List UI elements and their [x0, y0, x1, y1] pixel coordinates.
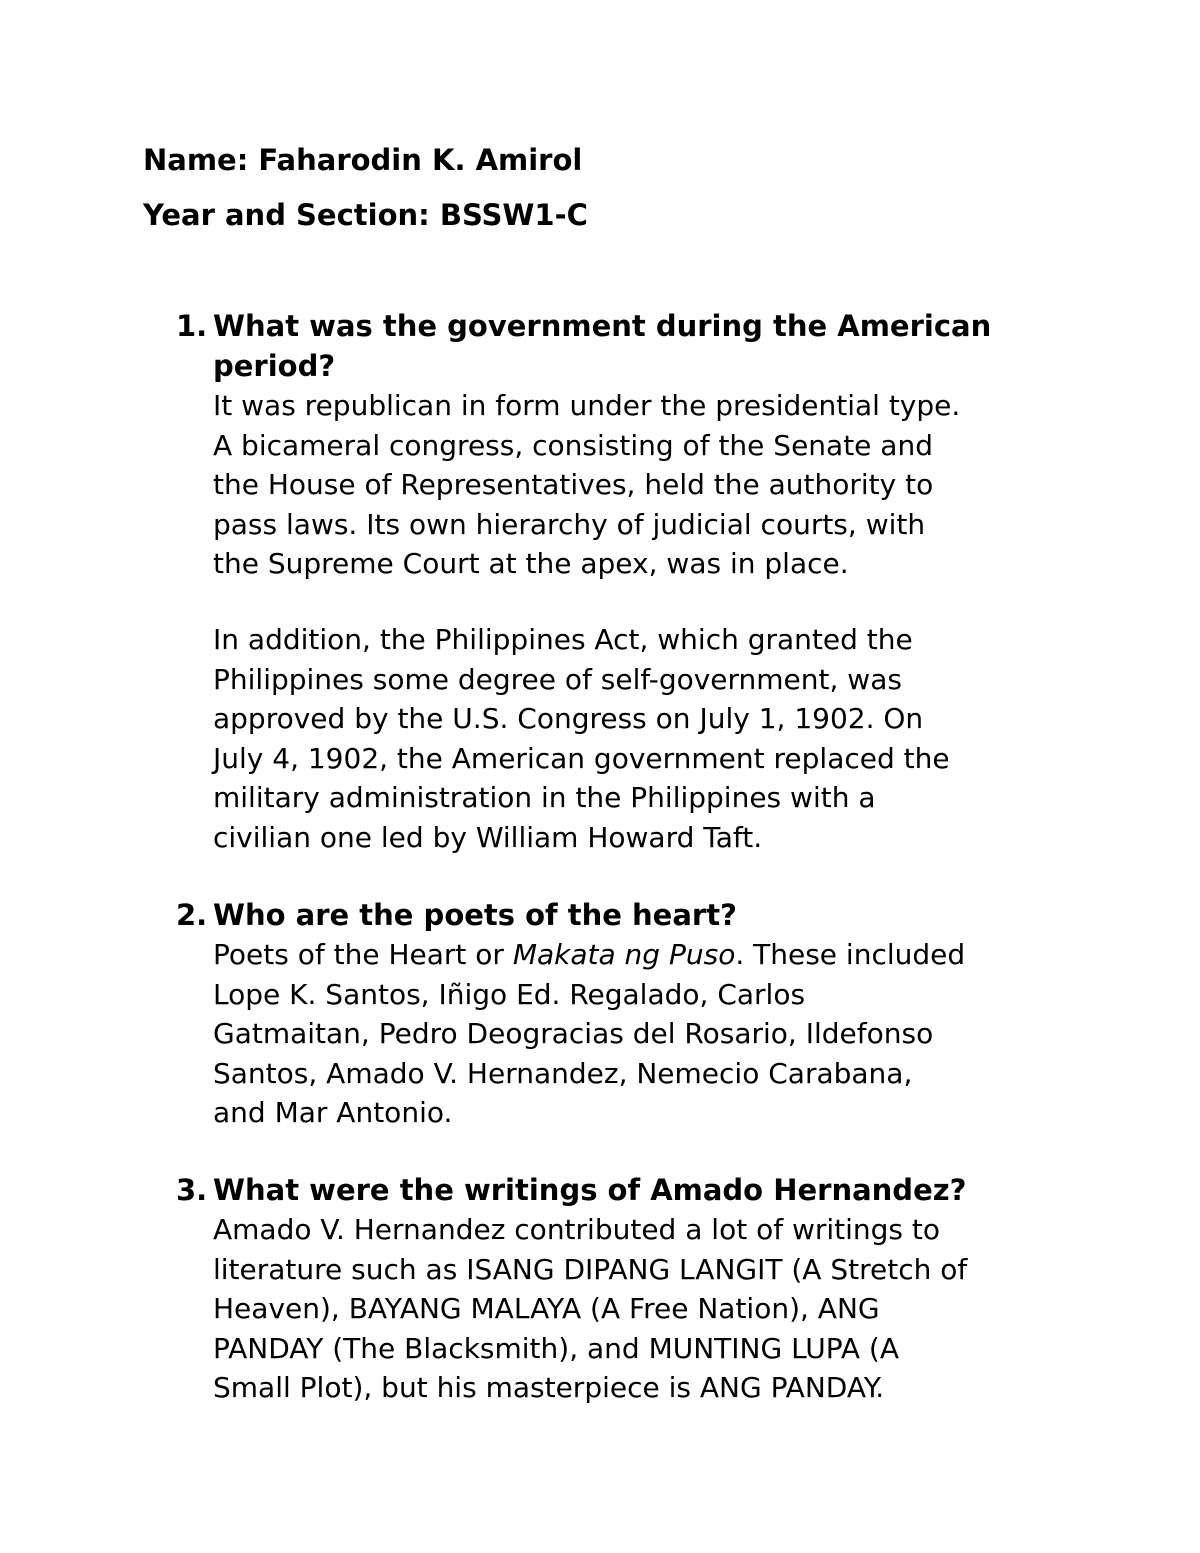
question-line: What were the writings of Amado Hernandez? [213, 1173, 967, 1207]
answer-text: Poets of the Heart or [213, 938, 513, 971]
answer-line: Small Plot), but his masterpiece is ANG PANDAY. [213, 1371, 885, 1405]
question-body [213, 306, 1073, 858]
question-number: 1. [176, 309, 208, 343]
question-body [213, 1170, 1073, 1408]
answer-line: A bicameral congress, consisting of the Senate and [213, 428, 933, 462]
answer-line: In addition, the Philippines Act, which granted the [213, 622, 913, 656]
question-line: period? [213, 349, 336, 383]
answer-line: Amado V. Hernandez contributed a lot of writings to [213, 1213, 941, 1246]
year-and-section: Year and Section: BSSW1-C [143, 198, 588, 232]
answer-line: Heaven), BAYANG MALAYA (A Free Nation), ANG [213, 1292, 880, 1326]
question-number: 2. [176, 898, 208, 932]
answer-line: approved by the U.S. Congress on July 1, 1902. On [213, 702, 924, 736]
question-line: Who are the poets of the heart? [213, 898, 737, 932]
answer-line: Philippines some degree of self-government, was [213, 662, 902, 696]
student-name: Name: Faharodin K. Amirol [143, 143, 583, 177]
answer-line: PANDAY (The Blacksmith), and MUNTING LUPA (A [213, 1331, 899, 1365]
answer-line: Santos, Amado V. Hernandez, Nemecio Carabana, [213, 1056, 913, 1090]
answer-paragraph [213, 1210, 1073, 1408]
answer-line: pass laws. Its own hierarchy of judicial courts, with [213, 507, 926, 541]
answer-line: the Supreme Court at the apex, was in place. [213, 547, 849, 581]
answer-paragraph [213, 386, 1073, 584]
answer-text: . These included [735, 938, 966, 971]
answer-line: July 4, 1902, the American government replaced the [213, 741, 950, 775]
question-text [213, 1170, 1073, 1210]
answer-paragraph [213, 620, 1073, 858]
question-body [213, 895, 1073, 1133]
answer-italic-term: Makata ng Puso [512, 938, 736, 971]
answer-line [213, 935, 1073, 975]
question-text [213, 306, 1073, 386]
answer-line: literature such as ISANG DIPANG LANGIT (A Stretch of [213, 1252, 968, 1286]
answer-line: civilian one led by William Howard Taft. [213, 820, 763, 854]
answer-line: It was republican in form under the presidential type. [213, 389, 961, 422]
question-number: 3. [176, 1173, 208, 1207]
answer-line: the House of Representatives, held the authority to [213, 468, 934, 502]
answer-line: and Mar Antonio. [213, 1096, 453, 1130]
answer-paragraph [213, 935, 1073, 1133]
answer-line: Lope K. Santos, Iñigo Ed. Regalado, Carlos [213, 977, 806, 1011]
answer-line: Gatmaitan, Pedro Deogracias del Rosario, Ildefonso [213, 1017, 934, 1051]
answer-line: military administration in the Philippines with a [213, 781, 876, 815]
question-line: What was the government during the American [213, 309, 992, 343]
question-text [213, 895, 1073, 935]
